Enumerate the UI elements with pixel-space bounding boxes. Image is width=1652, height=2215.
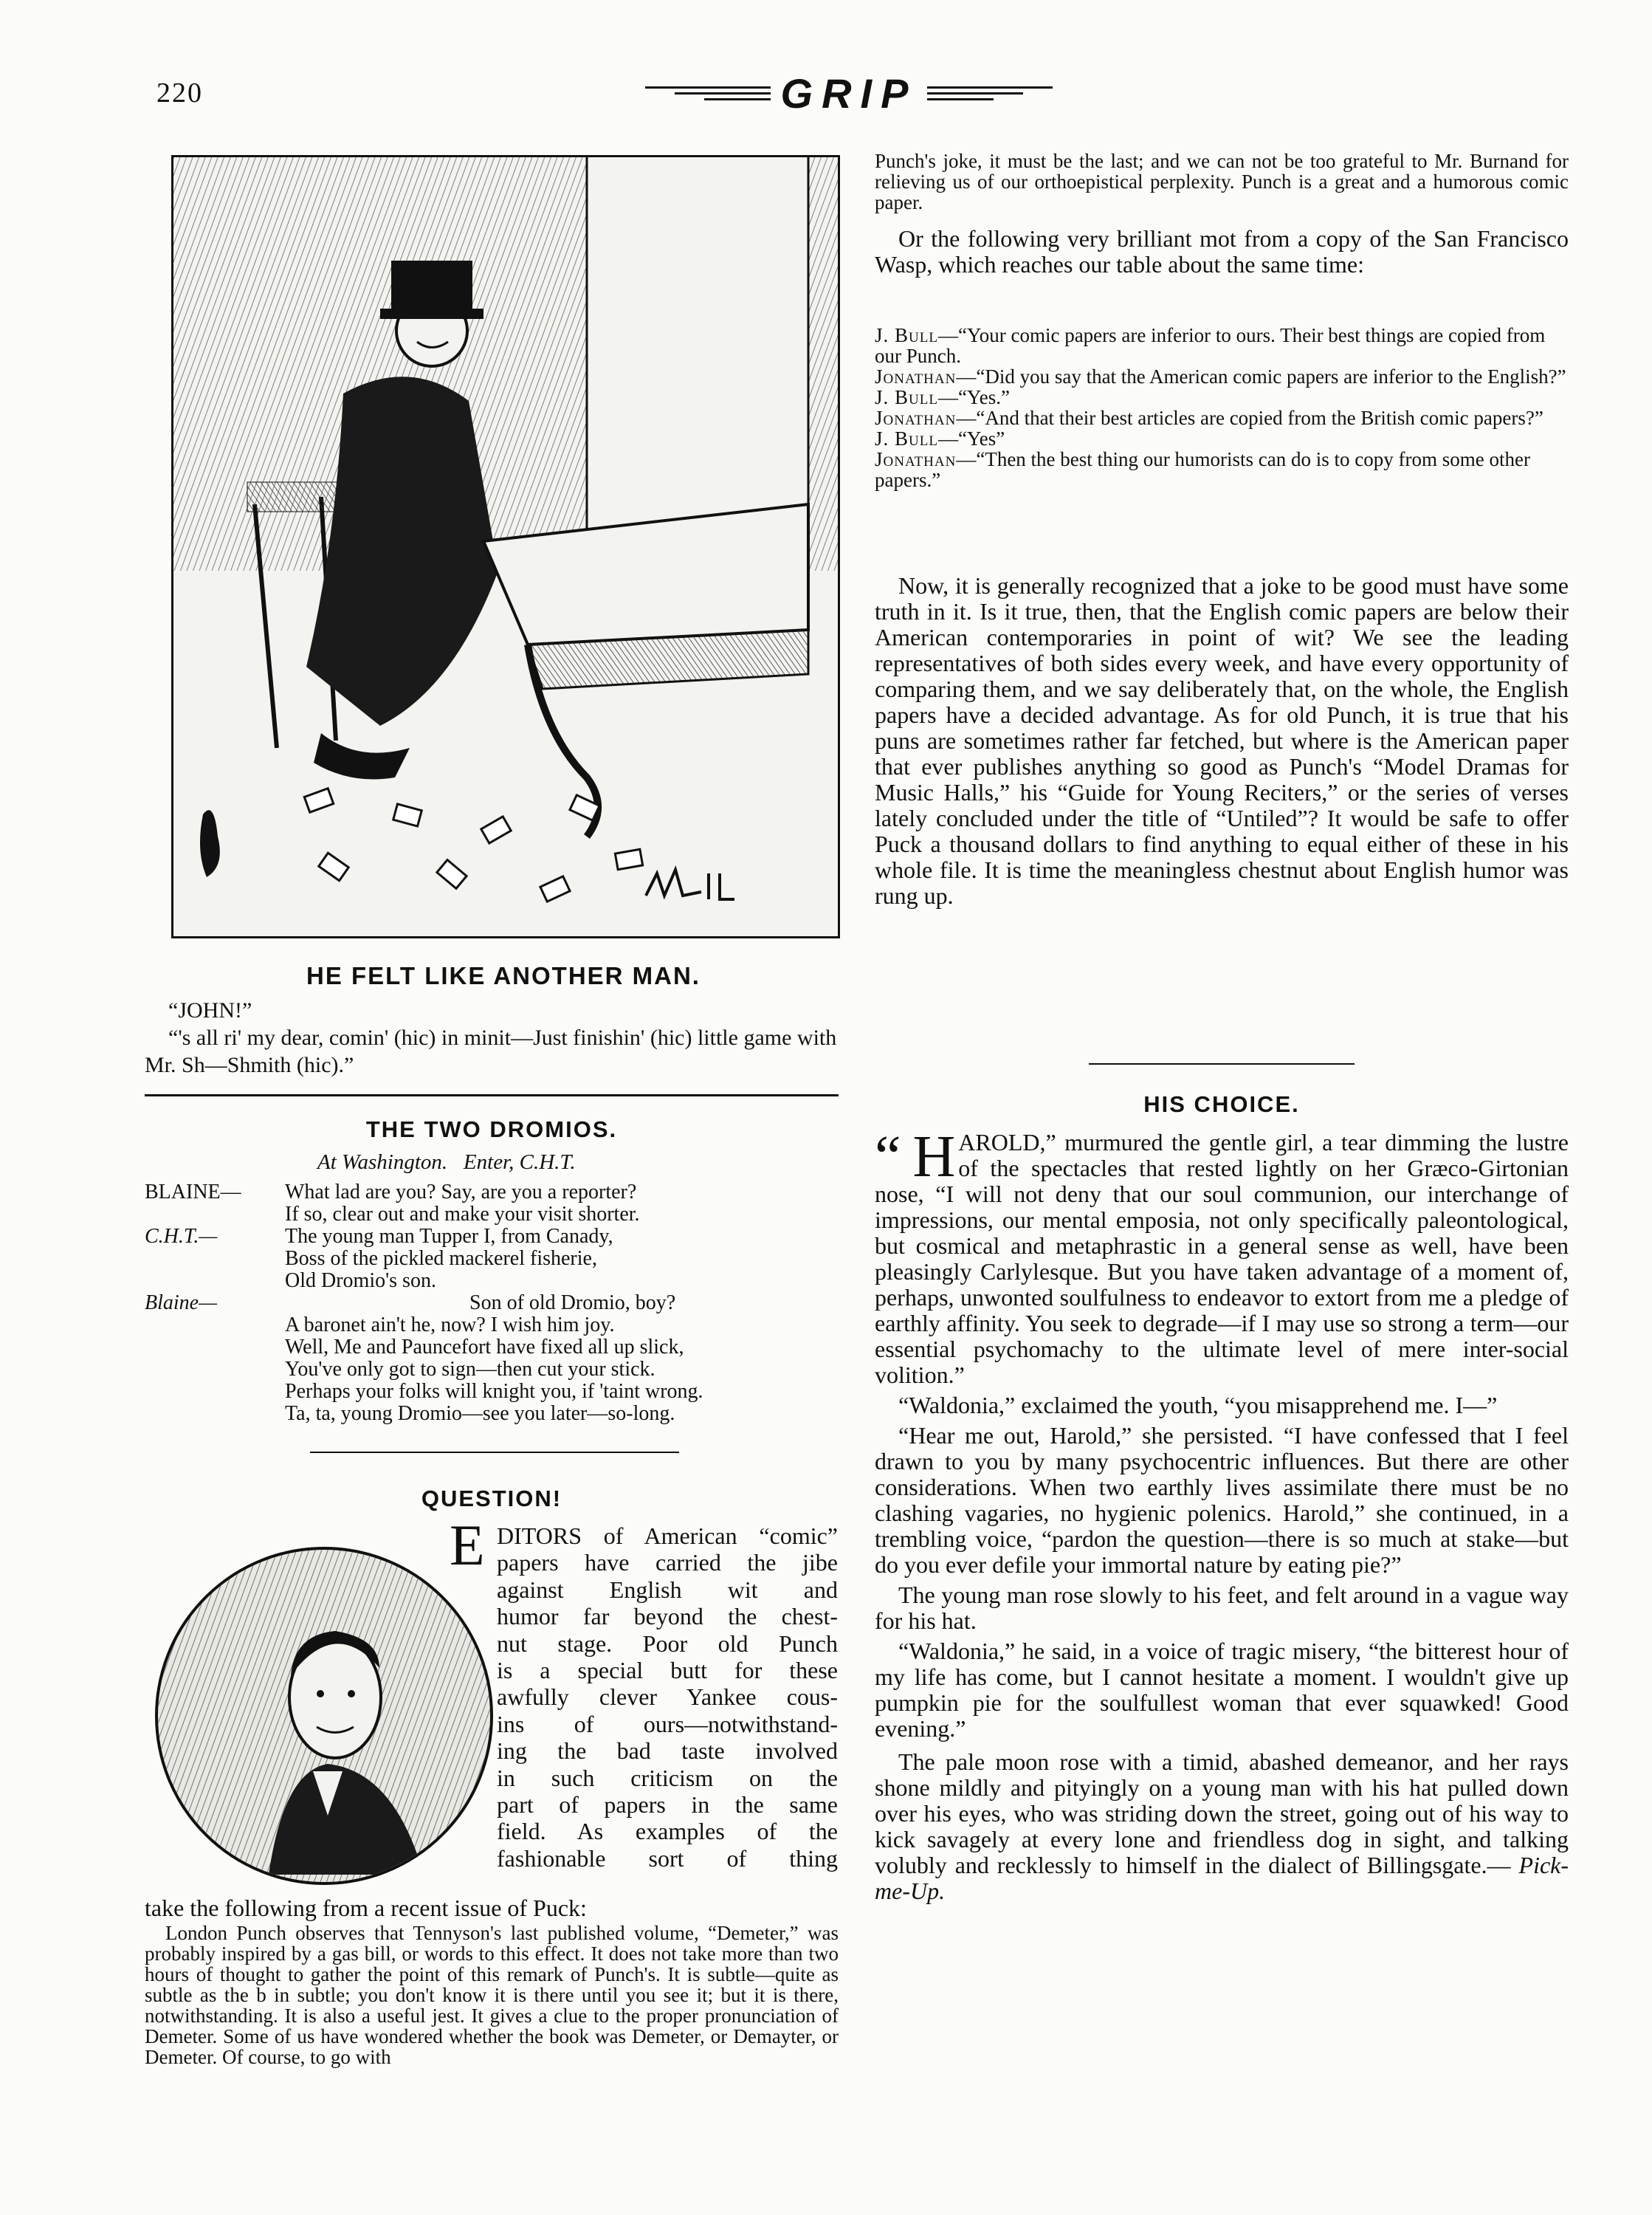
- poem-line: [145, 1403, 839, 1425]
- choice-story: [875, 1124, 1569, 1909]
- poem-speaker: [145, 1248, 285, 1270]
- poem-line: [145, 1381, 839, 1403]
- poem-text: Old Dromio's son.: [285, 1269, 436, 1292]
- poem-text: If so, clear out and make your visit shorter.: [285, 1203, 640, 1226]
- poem-text: Son of old Dromio, boy?: [469, 1291, 676, 1314]
- poem-text: What lad are you? Say, are you a reporter?: [285, 1181, 637, 1203]
- poem-speaker: [145, 1203, 285, 1226]
- puck-quote-continued: Punch's joke, it must be the last; and we can not be too grateful to Mr. Burnand for relieving us of our orthoepistical perplexity. Punch is a great and a humorous comic paper.: [875, 150, 1569, 213]
- question-line: field. As examples of the: [497, 1818, 838, 1845]
- dialogue-text: —“Your comic papers are inferior to ours. Their best things are copied from our Punch.: [875, 324, 1546, 367]
- poem-text: Ta, ta, young Dromio—see you later—so-long.: [285, 1402, 675, 1425]
- choice-paragraph-text: AROLD,” murmured the gentle girl, a tear dimming the lustre of the spectacles that rested lightly on her Græco-Girtonian nose, “I will not deny that our soul communion, our interchange of impressions, our mental emposia, not only specifically paleontological, but cosmical and metaphrastic in a general sense as well, have been pleasingly Carlylesque. But you have taken advantage of a moment of, perhaps, unwonted soulfulness to endeavor to extort from me a pledge of earthly affinity. You seek to degrade—if I may use so strong a term—our essential psychomachy to the ultimate level of mere inter-social volition.”: [875, 1129, 1569, 1388]
- choice-title: HIS CHOICE.: [1143, 1091, 1300, 1117]
- question-line: is a special butt for these: [497, 1657, 838, 1684]
- question-line: humor far beyond the chest-: [497, 1603, 838, 1630]
- question-line: ins of ours—notwithstand-: [497, 1710, 838, 1737]
- dialogue-speaker: J. Bull: [875, 427, 938, 450]
- cartoon-illustration: [171, 155, 840, 938]
- portrait-illustration: [155, 1547, 493, 1885]
- poem-line: [145, 1248, 839, 1270]
- dialogue-text: —“Did you say that the American comic papers are inferior to the English?”: [956, 365, 1566, 388]
- caption-line-2: “'s all ri' my dear, comin' (hic) in minit—Just finishin' (hic) little game with Mr. Sh—Shmith (hic).”: [145, 1026, 837, 1077]
- question-line: papers have carried the jibe: [497, 1549, 838, 1576]
- dialogue-line: [875, 449, 1569, 490]
- portrait-drawing: [158, 1550, 490, 1882]
- choice-paragraph-3: “Hear me out, Harold,” she persisted. “I have confessed that I feel drawn to you by many psychocentric influences. But there are other considerations. When two earthly lives assimilate there must be no clashing vagaries, no hygienic polenics. Harold,” she continued, in a trembling voice, “pardon the question—there is so much at stake—but do you ever defile your immortal nature by eating pie?”: [875, 1422, 1569, 1578]
- poem-line: [145, 1336, 839, 1359]
- masthead: [605, 71, 1092, 115]
- dialogue-speaker: J. Bull: [875, 386, 938, 408]
- choice-paragraph-6: [875, 1749, 1569, 1904]
- poem-text: Boss of the pickled mackerel fisherie,: [285, 1247, 597, 1270]
- wasp-intro: Or the following very brilliant mot from a copy of the San Francisco Wasp, which reaches our table about the same time:: [875, 225, 1569, 278]
- choice-paragraph-1: [875, 1124, 1569, 1388]
- choice-paragraph-text: The pale moon rose with a timid, abashed demeanor, and her rays shone mildly and pityingly on a young man with his hat pulled down over his eyes, who was striding down the street, going out of his way to kick savagely at every lone and friendless dog in sight, and talking volubly and recklessly to himself in the dialect of Billingsgate.—: [875, 1748, 1569, 1878]
- poem-text: You've only got to sign—then cut your stick.: [285, 1358, 655, 1381]
- poem-line: [145, 1270, 839, 1292]
- dialogue-speaker: Jonathan: [875, 448, 957, 470]
- dialogue-line: [875, 428, 1569, 449]
- poem-speaker: [145, 1403, 285, 1425]
- poem-text: A baronet ain't he, now? I wish him joy.: [285, 1313, 615, 1336]
- cartoon-caption-title: HE FELT LIKE ANOTHER MAN.: [306, 962, 701, 989]
- question-line: fashionable sort of thing: [497, 1844, 838, 1872]
- question-paragraph: [450, 1513, 838, 1872]
- choice-paragraph-4: The young man rose slowly to his feet, and felt around in a vague way for his hat.: [875, 1582, 1569, 1634]
- question-line: nut stage. Poor old Punch: [497, 1630, 838, 1657]
- question-line: DITORS of American “comic”: [497, 1522, 838, 1549]
- masthead-rule-left: [645, 86, 771, 100]
- dromios-title: THE TWO DROMIOS.: [365, 1116, 618, 1142]
- puck-quote: London Punch observes that Tennyson's last published volume, “Demeter,” was probably inspired by a gas bill, or words to this effect. It does not take more than two hours of thought to gather the point of this remark of Punch's. It is subtle—quite as subtle as the b in subtle; you don't know it is there until you see it; but it is there, notwithstanding. It is also a useful jest. It gives a clue to the proper pronunciation of Demeter. Some of us have wondered whether the book was Demeter, or Demayter, or Demeter. Of course, to go with: [145, 1922, 839, 2068]
- dialogue-speaker: Jonathan: [875, 407, 957, 429]
- poem-line: [145, 1226, 839, 1248]
- question-title: QUESTION!: [421, 1486, 562, 1511]
- choice-paragraph-5: “Waldonia,” he said, in a voice of tragic misery, “the bitterest hour of my life has come, but I cannot hesitate a moment. I wouldn't give up pumpkin pie for the soulfullest woman that ever squawked! Good evening.”: [875, 1638, 1569, 1742]
- question-line: in such criticism on the: [497, 1764, 838, 1791]
- poem-speaker: [145, 1270, 285, 1292]
- dialogue-speaker: Jonathan: [875, 365, 957, 388]
- page-number: 220: [156, 78, 203, 109]
- poem-line: [145, 1181, 839, 1203]
- divider-rule: [1089, 1063, 1355, 1065]
- dialogue-text: —“And that their best articles are copied from the British comic papers?”: [956, 407, 1543, 429]
- poem-speaker: [145, 1381, 285, 1403]
- poem-text: The young man Tupper I, from Canady,: [285, 1225, 613, 1248]
- wasp-dialogue: [875, 325, 1569, 490]
- dialogue-text: —“Yes.”: [937, 386, 1010, 408]
- poem-speaker: [145, 1336, 285, 1359]
- question-para-tail: take the following from a recent issue of Puck:: [145, 1895, 587, 1921]
- poem-text: Perhaps your folks will knight you, if 'taint wrong.: [285, 1380, 703, 1403]
- question-line: against English wit and: [497, 1576, 838, 1603]
- poem-speaker: [145, 1314, 285, 1336]
- poem-speaker: BLAINE—: [145, 1181, 241, 1203]
- choice-source: Pick-me-Up.: [875, 1852, 1569, 1904]
- question-line: ing the bad taste involved: [497, 1737, 838, 1765]
- drop-cap: “ H: [875, 1124, 956, 1189]
- divider-rule: [145, 1094, 839, 1096]
- masthead-title: GRIP: [780, 69, 918, 117]
- drop-cap: E: [450, 1513, 485, 1577]
- poem-line: [145, 1314, 839, 1336]
- dialogue-text: —“Then the best thing our humorists can do is to copy from some other papers.”: [875, 448, 1530, 491]
- essay-paragraph: Now, it is generally recognized that a joke to be good must have some truth in it. Is it true, then, that the English comic papers are below their American contemporaries in point of wit? We see the leading representatives of both sides every week, and have every opportunity of comparing them, and we say deliberately that, on the whole, the English papers have a decided advantage. As for old Punch, it is true that his puns are sometimes rather far fetched, but where is the American paper that ever publishes anything so good as Punch's “Model Dramas for Music Halls,” his “Guide for Young Reciters,” or the series of verses lately concluded under the title of “Untiled”? It would be safe to offer Puck a thousand dollars to find anything to equal either of these in his whole file. It is time the meaningless chestnut about English humor was rung up.: [875, 572, 1569, 909]
- choice-paragraph-2: “Waldonia,” exclaimed the youth, “you misapprehend me. I—”: [898, 1392, 1498, 1418]
- artist-signature: [646, 870, 734, 899]
- poem-speaker: C.H.T.—: [145, 1225, 218, 1248]
- divider-rule: [310, 1452, 679, 1453]
- poem-line: [145, 1292, 839, 1314]
- dromios-poem: [145, 1181, 839, 1425]
- dialogue-line: [875, 325, 1569, 366]
- dromios-stage-direction: At Washington. Enter, C.H.T.: [317, 1150, 576, 1174]
- dialogue-line: [875, 387, 1569, 408]
- dialogue-speaker: J. Bull: [875, 324, 938, 346]
- dialogue-line: [875, 366, 1569, 387]
- dialogue-text: —“Yes”: [937, 427, 1005, 450]
- poem-speaker: [145, 1359, 285, 1381]
- masthead-rule-right: [927, 86, 1053, 100]
- cartoon-caption: [145, 997, 839, 1079]
- cartoon-drawing: [173, 157, 838, 936]
- poem-speaker: Blaine—: [145, 1291, 217, 1314]
- caption-line-1: “JOHN!”: [168, 998, 252, 1023]
- question-line: part of papers in the same: [497, 1791, 838, 1819]
- poem-text: Well, Me and Pauncefort have fixed all up slick,: [285, 1336, 684, 1359]
- dialogue-line: [875, 408, 1569, 428]
- question-line: awfully clever Yankee cous-: [497, 1683, 838, 1711]
- poem-line: [145, 1203, 839, 1226]
- poem-line: [145, 1359, 839, 1381]
